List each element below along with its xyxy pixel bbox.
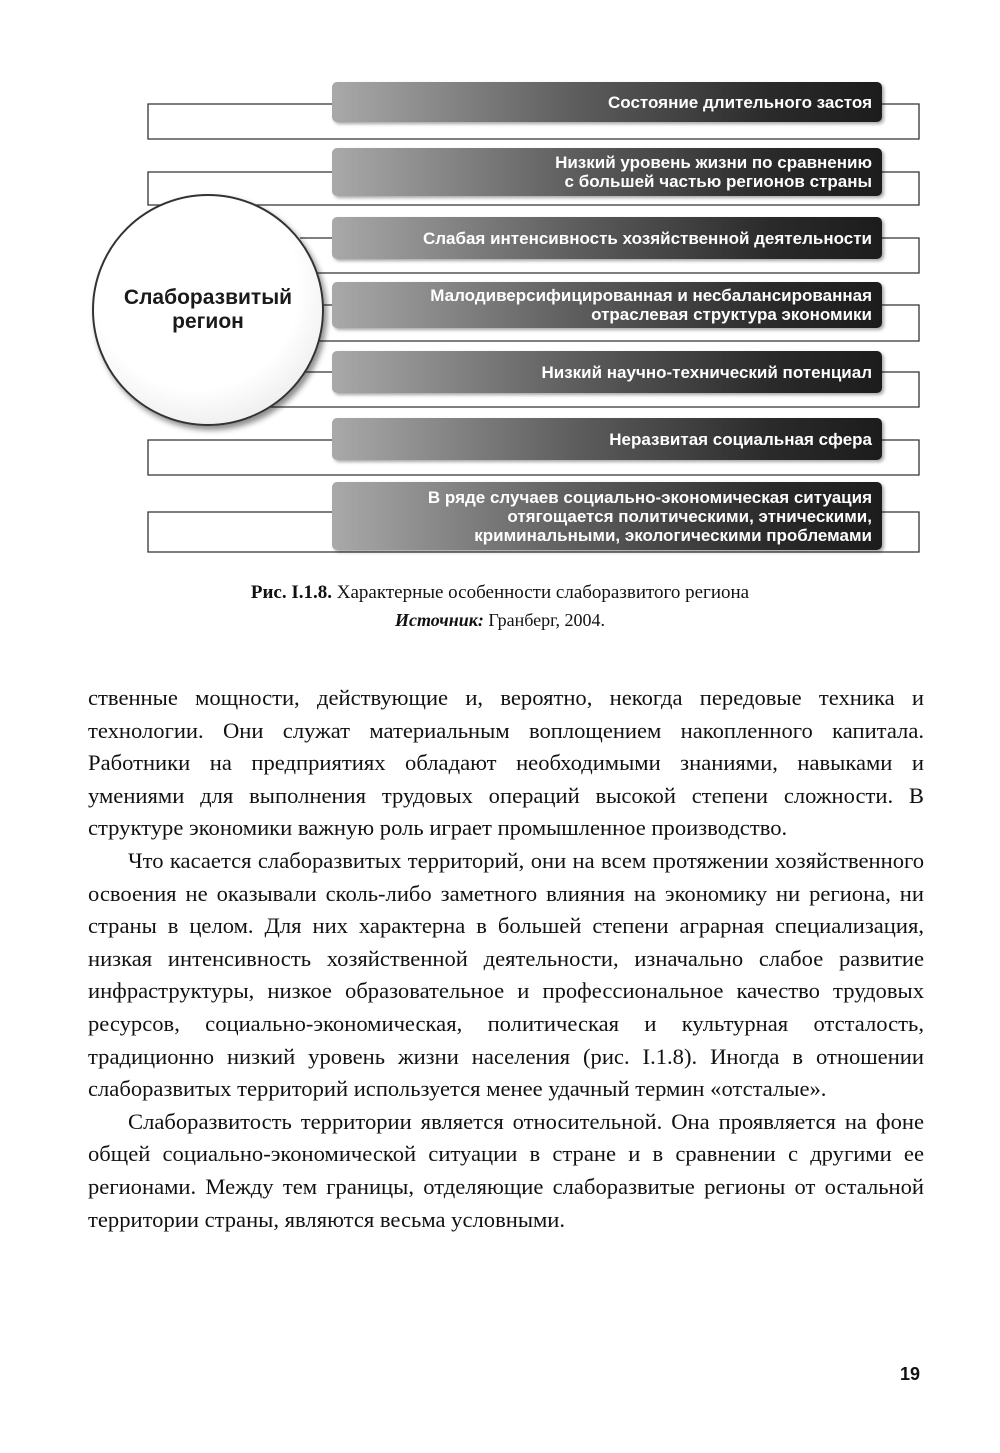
figure-title: Характерные особенности слаборазвитого региона xyxy=(336,582,750,603)
figure-source xyxy=(0,610,1000,631)
feature-bar: Низкий научно-технический потенциал xyxy=(332,351,882,393)
feature-bar: Слабая интенсивность хозяйственной деятельности xyxy=(332,217,882,259)
figure-caption xyxy=(0,582,1000,604)
feature-bar: Неразвитая социальная сфера xyxy=(332,418,882,460)
source-text: Гранберг, 2004. xyxy=(488,610,606,630)
figure-diagram xyxy=(0,0,1000,580)
paragraph: Что касается слаборазвитых территорий, они на всем протяжении хозяйственного освоения не оказывали сколь-либо заметного влияния на экономику ни региона, ни страны в целом. Для них характерна в большей степени аграрная специализация, низкая интенсивность хозяйственной деятельности, изначально слабое развитие инфраструктуры, низкое образовательное и профессиональное качество трудовых ресурсов, социально-экономическая, политическая и культурная отсталость, традиционно низкий уровень жизни населения (рис. I.1.8). Иногда в отношении слаборазвитых территорий используется менее удачный термин «отсталые». xyxy=(88,847,924,1102)
center-node-label: Слаборазвитый регион xyxy=(123,285,293,333)
feature-bar: Низкий уровень жизни по сравнению с большей частью регионов страны xyxy=(332,148,882,196)
figure-label: Рис. I.1.8. xyxy=(250,582,333,603)
feature-bar: Состояние длительного застоя xyxy=(332,82,882,122)
paragraph: Слаборазвитость территории является относительной. Она проявляется на фоне общей социально-экономической ситуации в стране и в сравнении с другими ее регионами. Между тем границы, отделяющие слаборазвитые регионы от остальной территории страны, являются весьма условными. xyxy=(88,1108,924,1232)
feature-bar: Малодиверсифицированная и несбалансированная отраслевая структура экономики xyxy=(332,282,882,328)
feature-bar: В ряде случаев социально-экономическая ситуация отягощается политическими, этническими, криминальными, экологическими проблемами xyxy=(332,482,882,550)
body-text xyxy=(88,682,924,1236)
center-node xyxy=(92,194,324,426)
paragraph: ственные мощности, действующие и, вероятно, некогда передовые техника и технологии. Они служат материальным воплощением накопленного капитала. Работники на предприятиях обладают необходимыми знаниями, навыками и умениями для выполнения трудовых операций высокой степени сложности. В структуре экономики важную роль играет промышленное производство. xyxy=(88,685,924,841)
page-number: 19 xyxy=(900,1364,921,1384)
source-label: Источник: xyxy=(394,610,484,630)
